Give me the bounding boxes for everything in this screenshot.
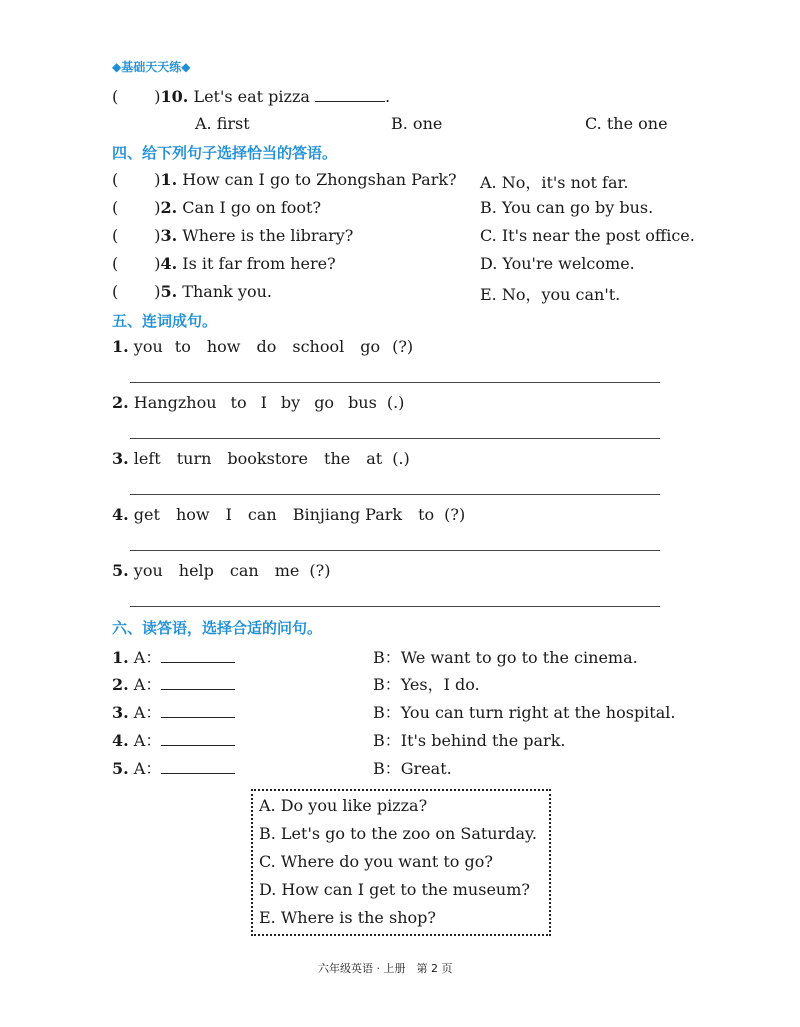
q10-option-b: B. one [391, 114, 443, 133]
s4-answer-d: D. You're welcome. [480, 254, 635, 273]
s6-reply-2: B：Yes，I do. [373, 675, 480, 694]
answer-line-3[interactable] [130, 494, 660, 495]
s4-answer-c: C. It's near the post office. [480, 226, 695, 245]
answer-line-4[interactable] [130, 550, 660, 551]
s6-item-1: 1. A： [112, 645, 235, 668]
s6-reply-3: B：You can turn right at the hospital. [373, 703, 676, 722]
s4-answer-e: E. No，you can't. [480, 285, 621, 304]
s6-item-4: 4. A： [112, 728, 235, 751]
s5-item-2: 2. Hangzhou to I by go bus (.) [112, 393, 405, 412]
box-option-c: C. Where do you want to go? [259, 852, 493, 871]
s5-item-5: 5. you help can me (?) [112, 561, 331, 580]
box-option-a: A. Do you like pizza? [259, 796, 428, 815]
q10-option-a: A. first [195, 114, 250, 133]
section-badge [112, 58, 190, 75]
s4-answer-a: A. No，it's not far. [480, 173, 629, 192]
q10-number: 10. [160, 87, 189, 106]
s5-item-4: 4. get how I can Binjiang Park to (?) [112, 505, 466, 524]
s4-question-5: ( )5. Thank you. [112, 282, 272, 301]
s5-item-1: 1. you to how do school go (?) [112, 337, 414, 356]
box-option-e: E. Where is the shop? [259, 908, 436, 927]
s4-question-3: ( )3. Where is the library? [112, 226, 354, 245]
section6-title: 六、读答语，选择合适的问句。 [112, 619, 323, 637]
answer-line-2[interactable] [130, 438, 660, 439]
section4-title: 四、给下列句子选择恰当的答语。 [112, 144, 338, 162]
s6-item-3: 3. A： [112, 700, 235, 723]
s4-question-1: ( )1. How can I go to Zhongshan Park? [112, 170, 457, 189]
s5-item-3: 3. left turn bookstore the at (.) [112, 449, 410, 468]
q10-stem: Let's eat pizza [193, 87, 310, 106]
box-option-d: D. How can I get to the museum? [259, 880, 530, 899]
s6-item-2: 2. A： [112, 672, 235, 695]
q10-option-c: C. the one [585, 114, 668, 133]
dialogue-blank[interactable] [161, 773, 235, 774]
diamond-left-icon: ◆ [112, 60, 122, 74]
box-option-b: B. Let's go to the zoo on Saturday. [259, 824, 538, 843]
s4-question-4: ( )4. Is it far from here? [112, 254, 336, 273]
dialogue-blank[interactable] [161, 689, 235, 690]
badge-label: 基础天天练 [121, 60, 182, 74]
answer-paren-open: ( [112, 87, 119, 106]
dialogue-blank[interactable] [161, 662, 235, 663]
q10-blank[interactable] [315, 101, 385, 102]
answer-line-1[interactable] [130, 382, 660, 383]
s4-question-2: ( )2. Can I go on foot? [112, 198, 322, 217]
s6-reply-4: B：It's behind the park. [373, 731, 566, 750]
dialogue-blank[interactable] [161, 717, 235, 718]
answer-line-5[interactable] [130, 606, 660, 607]
s6-item-5: 5. A： [112, 756, 235, 779]
section5-title: 五、连词成句。 [112, 312, 218, 330]
diamond-right-icon: ◆ [181, 60, 191, 74]
page-footer: 六年级英语 · 上册 第 2 页 [318, 962, 453, 975]
s6-reply-5: B：Great. [373, 759, 452, 778]
s6-reply-1: B：We want to go to the cinema. [373, 648, 638, 667]
dialogue-blank[interactable] [161, 745, 235, 746]
q10-row: ( )10. Let's eat pizza . [112, 87, 391, 106]
s4-answer-b: B. You can go by bus. [480, 198, 654, 217]
